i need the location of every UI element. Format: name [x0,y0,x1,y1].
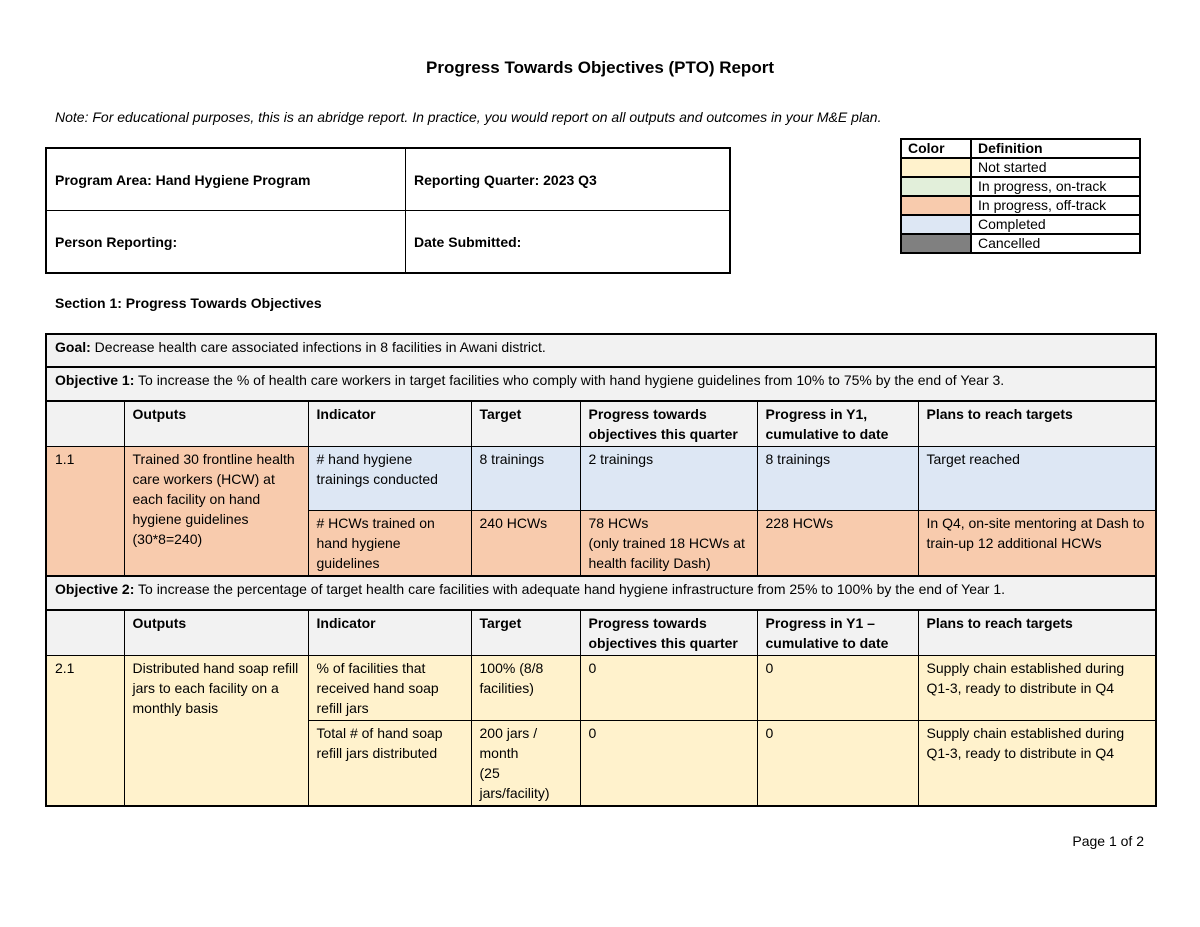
reporting-quarter: Reporting Quarter: 2023 Q3 [406,148,731,211]
target-cell: 8 trainings [471,447,580,511]
goal-label: Goal: [55,339,91,355]
objective-1-text: To increase the % of health care workers in target facilities who comply with hand hygiene guidelines from 10% to 75% by the end of Year 3. [134,372,1005,388]
objective-1-row [46,367,1156,401]
report-note: Note: For educational purposes, this is an abridge report. In practice, you would report on all outputs and outcomes in your M&E plan. [55,109,882,125]
target-cell: 240 HCWs [471,511,580,577]
legend-label-completed: Completed [971,215,1140,234]
header-progress-quarter: Progress towards objectives this quarter [580,401,757,447]
legend-label-not-started: Not started [971,158,1140,177]
progress-y1-cell: 0 [757,656,918,721]
progress-quarter-value: 78 HCWs [588,515,649,531]
target-cell [471,721,580,807]
objective-2-label: Objective 2: [55,581,135,597]
goal-text: Decrease health care associated infections in 8 facilities in Awani district. [90,339,546,355]
indicator-cell: # HCWs trained on hand hygiene guidelines [308,511,471,577]
plans-cell: In Q4, on-site mentoring at Dash to train-up 12 additional HCWs [918,511,1156,577]
header-indicator: Indicator [308,401,471,447]
target-note: (25 jars/facility) [479,765,550,801]
plans-cell: Supply chain established during Q1-3, ready to distribute in Q4 [918,656,1156,721]
indicator-cell: # hand hygiene trainings conducted [308,447,471,511]
objectives-table [45,333,1157,807]
legend-label-on-track: In progress, on-track [971,177,1140,196]
indicator-cell: % of facilities that received hand soap refill jars [308,656,471,721]
progress-quarter-cell: 0 [580,721,757,807]
header-outputs: Outputs [124,401,308,447]
header-progress-y1: Progress in Y1 – cumulative to date [757,610,918,656]
goal-row [46,334,1156,367]
target-value: 200 jars / month [479,725,538,761]
person-reporting: Person Reporting: [46,211,406,274]
header-progress-quarter: Progress towards objectives this quarter [580,610,757,656]
status-legend [900,138,1141,254]
date-submitted: Date Submitted: [406,211,731,274]
header-outputs: Outputs [124,610,308,656]
legend-label-cancelled: Cancelled [971,234,1140,253]
legend-swatch-on-track [901,177,971,196]
progress-quarter-cell: 2 trainings [580,447,757,511]
report-title: Progress Towards Objectives (PTO) Report [426,58,774,77]
output-number: 1.1 [46,447,124,577]
progress-y1-cell: 8 trainings [757,447,918,511]
program-area: Program Area: Hand Hygiene Program [46,148,406,211]
target-cell: 100% (8/8 facilities) [471,656,580,721]
legend-label-off-track: In progress, off-track [971,196,1140,215]
progress-quarter-cell [580,511,757,577]
legend-swatch-cancelled [901,234,971,253]
plans-cell: Supply chain established during Q1-3, ready to distribute in Q4 [918,721,1156,807]
objective-1-label: Objective 1: [55,372,135,388]
section-heading: Section 1: Progress Towards Objectives [55,295,322,311]
legend-swatch-not-started [901,158,971,177]
output-number: 2.1 [46,656,124,807]
objective-2-text: To increase the percentage of target health care facilities with adequate hand hygiene infrastructure from 25% to 100% by the end of Year 1. [134,581,1006,597]
objective-2-row [46,576,1156,610]
progress-quarter-note: (only trained 18 HCWs at health facility Dash) [588,535,745,571]
output-description: Trained 30 frontline health care workers (HCW) at each facility on hand hygiene guidelines (30*8=240) [124,447,308,577]
header-progress-y1: Progress in Y1, cumulative to date [757,401,918,447]
legend-swatch-off-track [901,196,971,215]
indicator-cell: Total # of hand soap refill jars distributed [308,721,471,807]
page-number: Page 1 of 2 [1072,833,1144,849]
header-plans: Plans to reach targets [918,401,1156,447]
header-target: Target [471,610,580,656]
progress-y1-cell: 0 [757,721,918,807]
header-target: Target [471,401,580,447]
legend-header-definition: Definition [971,139,1140,158]
output-description: Distributed hand soap refill jars to each facility on a monthly basis [124,656,308,807]
legend-header-color: Color [901,139,971,158]
program-info-box [45,147,731,274]
header-blank [46,401,124,447]
legend-swatch-completed [901,215,971,234]
progress-quarter-cell: 0 [580,656,757,721]
header-plans: Plans to reach targets [918,610,1156,656]
plans-cell: Target reached [918,447,1156,511]
header-indicator: Indicator [308,610,471,656]
header-blank [46,610,124,656]
progress-y1-cell: 228 HCWs [757,511,918,577]
